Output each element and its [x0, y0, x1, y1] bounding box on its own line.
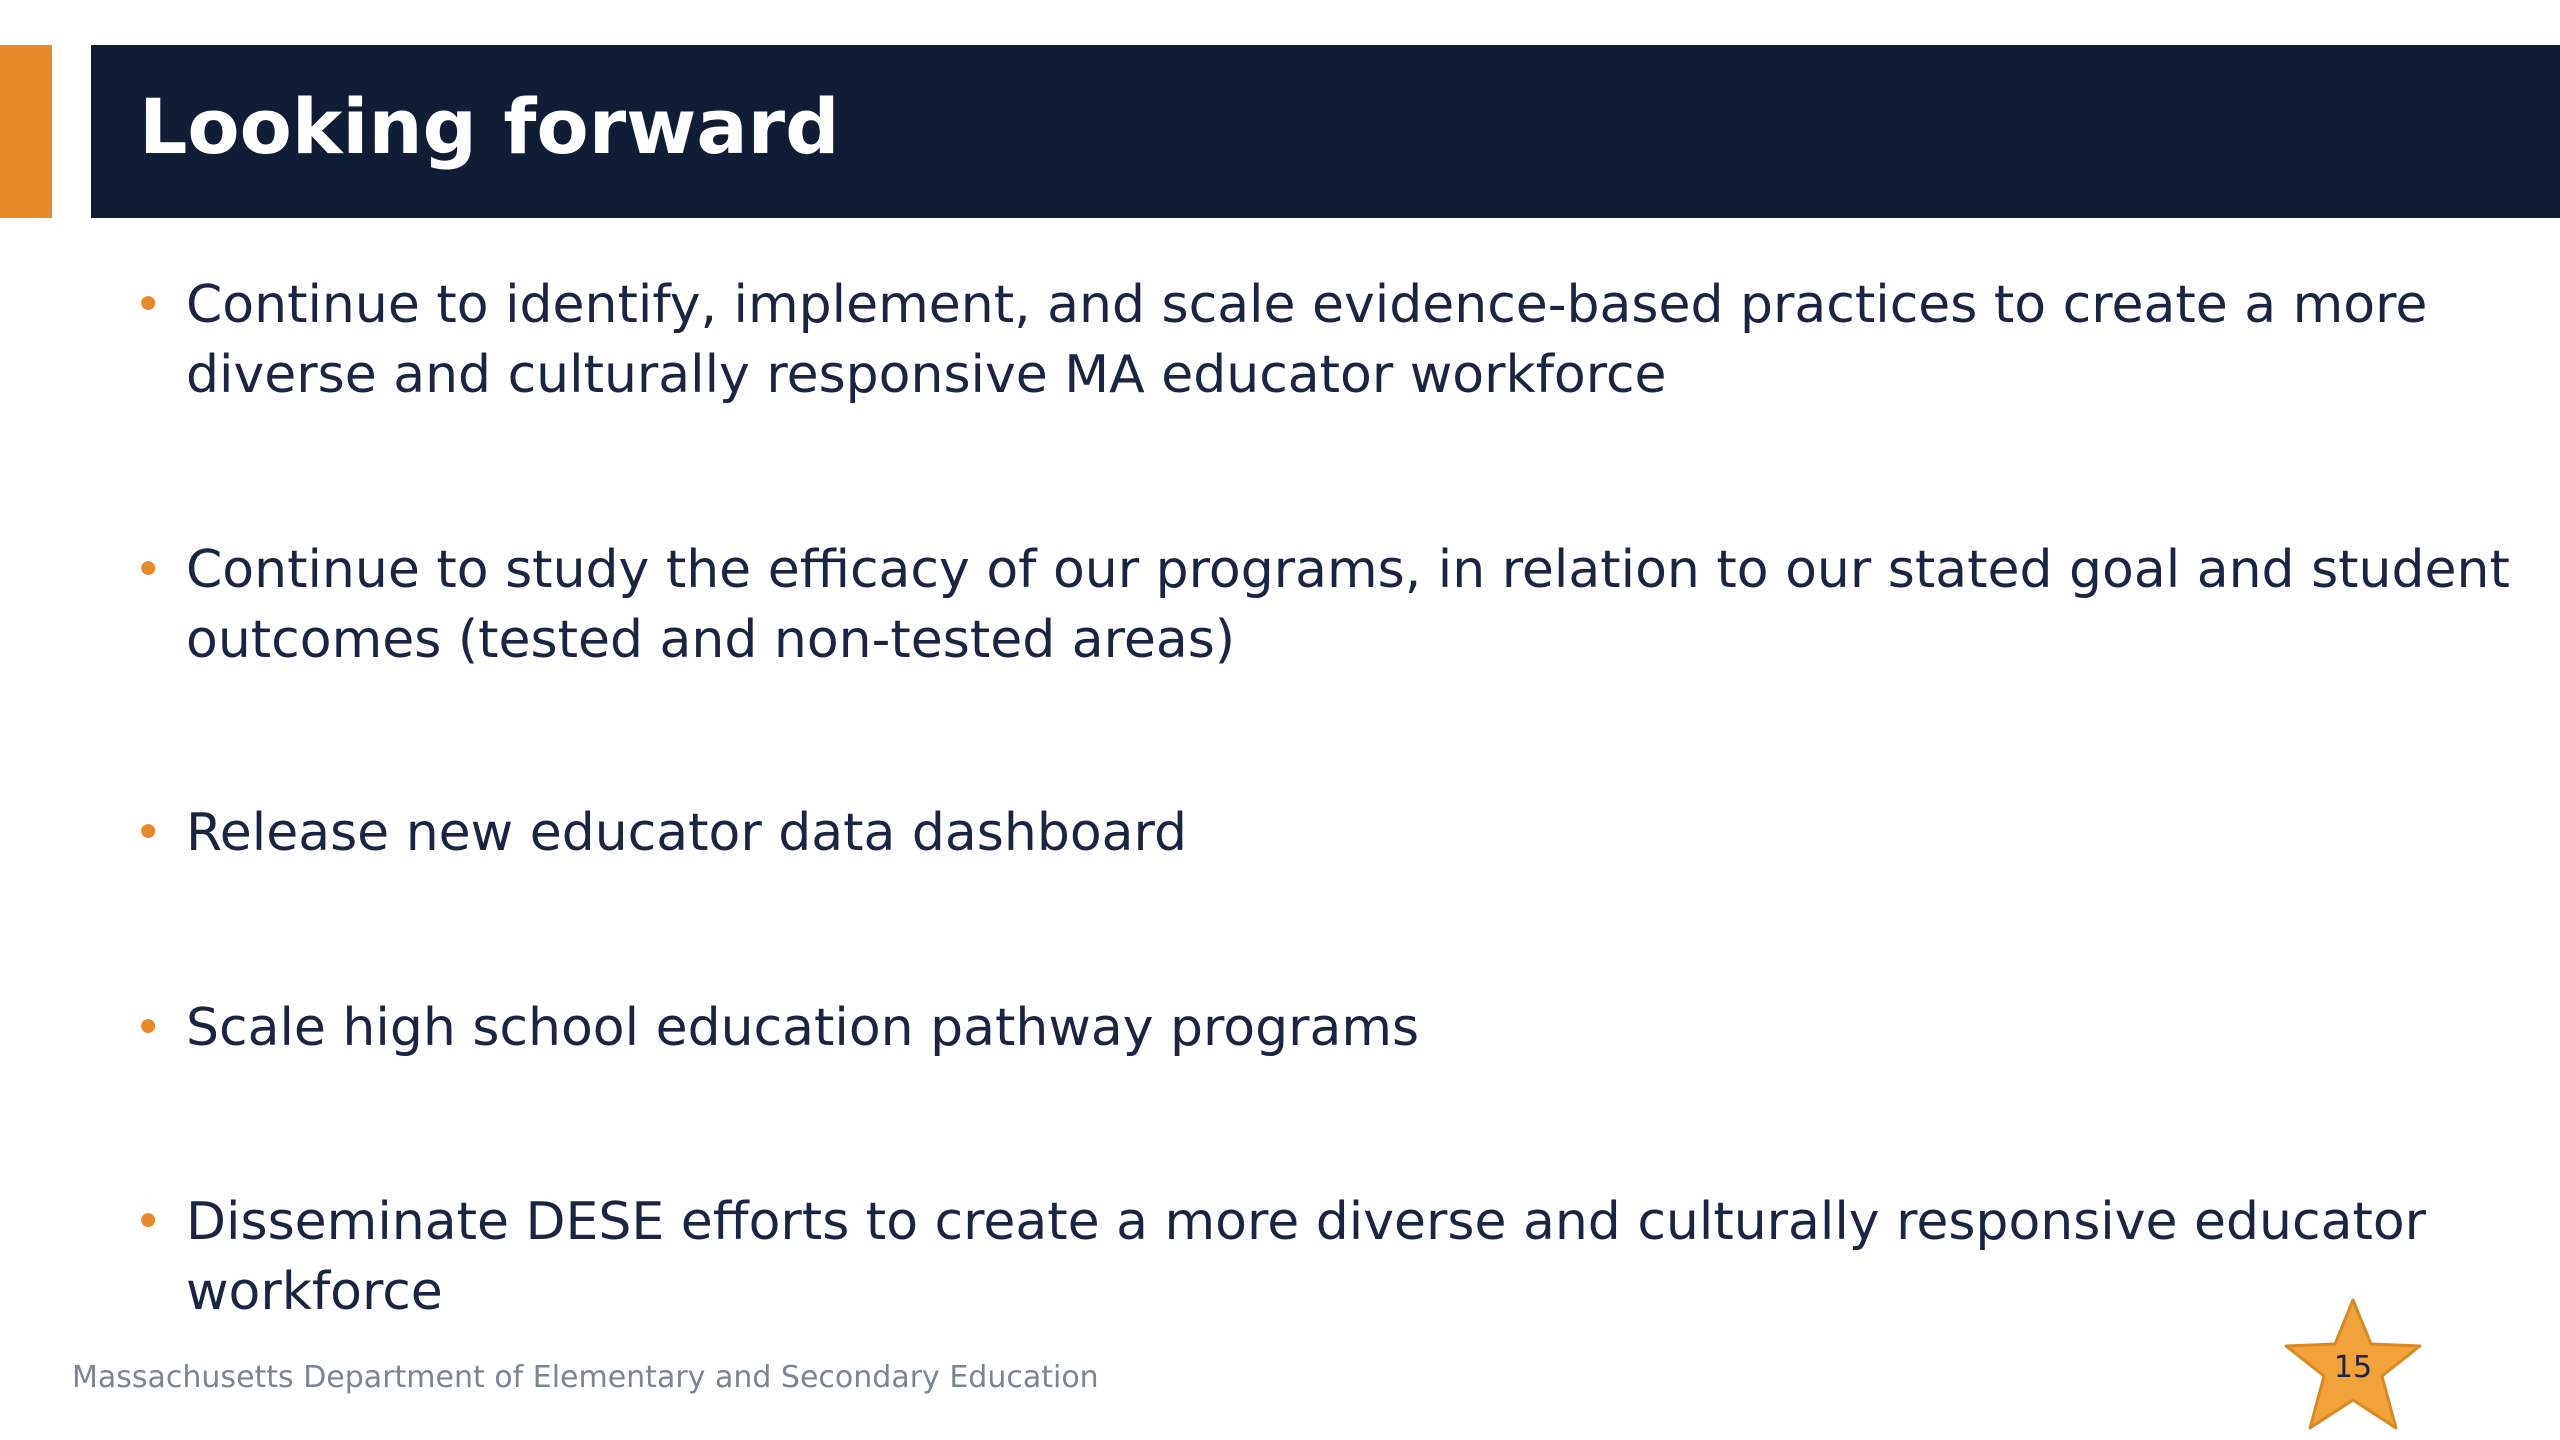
bullet-text: Disseminate DESE efforts to create a more diverse and culturally responsive educator workforce [186, 1192, 2427, 1322]
bullet-icon: • [134, 277, 163, 333]
footer-organization: Massachusetts Department of Elementary and Secondary Education [72, 1360, 1099, 1395]
title-banner [91, 45, 2560, 218]
page-number-badge [2278, 1296, 2428, 1436]
bullet-text: Scale high school education pathway programs [186, 998, 1420, 1058]
bullet-text: Continue to study the efficacy of our programs, in relation to our stated goal and student outcomes (tested and non-tested areas) [186, 540, 2510, 670]
title-accent-bar [0, 45, 52, 218]
bullet-icon: • [134, 542, 163, 598]
bullet-icon: • [134, 1194, 163, 1250]
bullet-icon: • [134, 805, 163, 861]
bullet-text: Release new educator data dashboard [186, 803, 1187, 863]
bullet-icon: • [134, 1000, 163, 1056]
bullet-text: Continue to identify, implement, and scale evidence-based practices to create a more diverse and culturally responsive MA educator workforce [186, 275, 2428, 405]
slide-title: Looking forward [139, 82, 840, 171]
page-number: 15 [2333, 1350, 2373, 1385]
